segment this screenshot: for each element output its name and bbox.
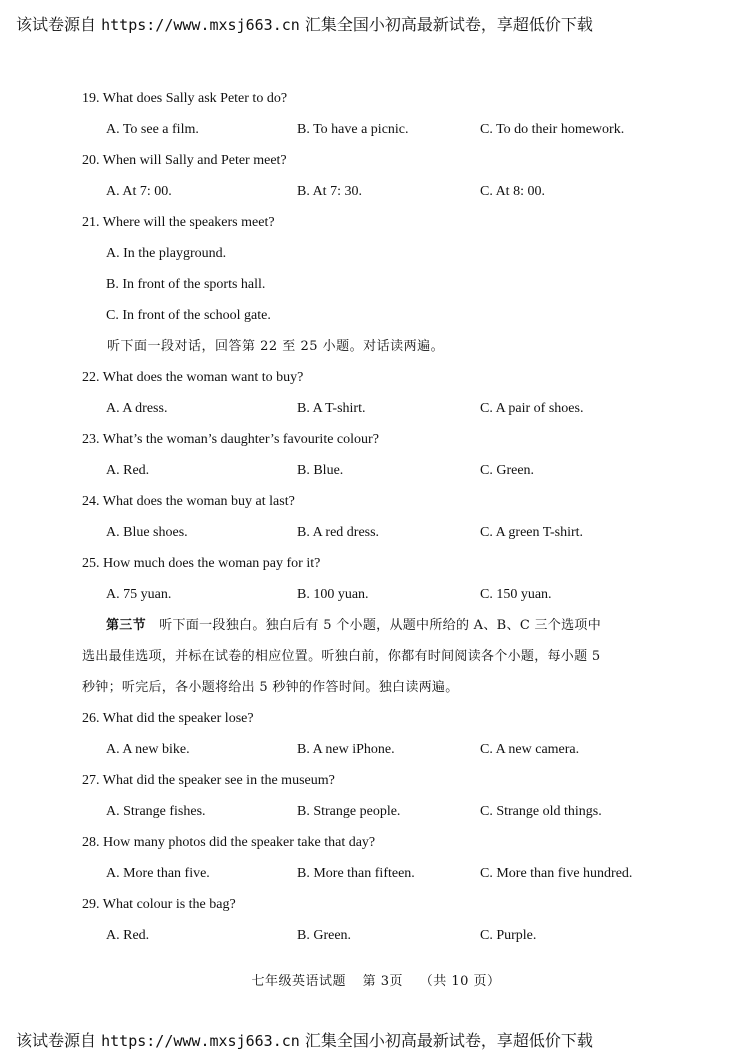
instruction-22-25: 听下面一段对话，回答第 22 至 25 小题。对话读两遍。 bbox=[107, 339, 445, 354]
q20-option-b: B. At 7: 30. bbox=[297, 184, 362, 199]
q21-option-c: C. In front of the school gate. bbox=[106, 308, 271, 323]
question-19: 19. What does Sally ask Peter to do? bbox=[82, 91, 288, 106]
q19-option-a: A. To see a film. bbox=[106, 122, 199, 137]
q26-option-c: C. A new camera. bbox=[480, 742, 580, 757]
footer-total-pages: （共 10 页） bbox=[419, 974, 501, 989]
question-29: 29. What colour is the bag? bbox=[82, 897, 236, 912]
question-22: 22. What does the woman want to buy? bbox=[82, 370, 304, 385]
q22-option-b: B. A T-shirt. bbox=[297, 401, 366, 416]
q24-option-b: B. A red dress. bbox=[297, 525, 380, 540]
question-23: 23. What’s the woman’s daughter’s favourite colour? bbox=[82, 432, 379, 447]
question-20: 20. When will Sally and Peter meet? bbox=[82, 153, 287, 168]
section-3-line-3: 秒钟；听完后，各小题将给出 5 秒钟的作答时间。独白读两遍。 bbox=[82, 680, 459, 695]
section-3-text-1: 听下面一段独白。独白后有 5 个小题，从题中所给的 A、B、C 三个选项中 bbox=[159, 618, 602, 633]
section-3-title: 第三节 bbox=[106, 618, 146, 633]
section-3-line-2: 选出最佳选项，并标在试卷的相应位置。听独白前，你都有时间阅读各个小题，每小题 5 bbox=[82, 649, 601, 664]
q28-option-b: B. More than fifteen. bbox=[297, 866, 415, 881]
q23-option-b: B. Blue. bbox=[297, 463, 344, 478]
q19-option-c: C. To do their homework. bbox=[480, 122, 625, 137]
q29-option-a: A. Red. bbox=[106, 928, 150, 943]
q23-option-c: C. Green. bbox=[480, 463, 535, 478]
q28-option-c: C. More than five hundred. bbox=[480, 866, 633, 881]
question-25: 25. How much does the woman pay for it? bbox=[82, 556, 321, 571]
footer-page-number: 第 3页 bbox=[362, 974, 404, 989]
banner-text: 该试卷源自 bbox=[16, 15, 97, 34]
q29-option-c: C. Purple. bbox=[480, 928, 537, 943]
banner-tail: 汇集全国小初高最新试卷，享超低价下载 bbox=[304, 15, 593, 34]
q22-option-c: C. A pair of shoes. bbox=[480, 401, 584, 416]
q20-option-c: C. At 8: 00. bbox=[480, 184, 545, 199]
question-27: 27. What did the speaker see in the museum? bbox=[82, 773, 335, 788]
q21-option-a: A. In the playground. bbox=[106, 246, 227, 261]
q25-option-a: A. 75 yuan. bbox=[106, 587, 172, 602]
banner-url-link-bottom[interactable]: https://www.mxsj663.cn bbox=[101, 1032, 300, 1050]
top-banner bbox=[16, 15, 593, 35]
q28-option-a: A. More than five. bbox=[106, 866, 210, 881]
question-24: 24. What does the woman buy at last? bbox=[82, 494, 295, 509]
q25-option-c: C. 150 yuan. bbox=[480, 587, 552, 602]
q24-option-c: C. A green T-shirt. bbox=[480, 525, 584, 540]
question-26: 26. What did the speaker lose? bbox=[82, 711, 254, 726]
q26-option-b: B. A new iPhone. bbox=[297, 742, 395, 757]
section-3-line-1 bbox=[106, 617, 601, 635]
question-21: 21. Where will the speakers meet? bbox=[82, 215, 275, 230]
footer-subject: 七年级英语试题 bbox=[251, 974, 346, 989]
q23-option-a: A. Red. bbox=[106, 463, 150, 478]
q21-option-b: B. In front of the sports hall. bbox=[106, 277, 266, 292]
banner-url-link[interactable]: https://www.mxsj663.cn bbox=[101, 16, 300, 34]
banner-text-bottom: 该试卷源自 bbox=[16, 1031, 97, 1050]
page-footer bbox=[0, 973, 752, 991]
q22-option-a: A. A dress. bbox=[106, 401, 168, 416]
q27-option-c: C. Strange old things. bbox=[480, 804, 602, 819]
banner-tail-bottom: 汇集全国小初高最新试卷，享超低价下载 bbox=[304, 1031, 593, 1050]
q20-option-a: A. At 7: 00. bbox=[106, 184, 172, 199]
q27-option-b: B. Strange people. bbox=[297, 804, 401, 819]
q26-option-a: A. A new bike. bbox=[106, 742, 190, 757]
q29-option-b: B. Green. bbox=[297, 928, 352, 943]
q27-option-a: A. Strange fishes. bbox=[106, 804, 206, 819]
q25-option-b: B. 100 yuan. bbox=[297, 587, 369, 602]
bottom-banner bbox=[16, 1031, 593, 1051]
q19-option-b: B. To have a picnic. bbox=[297, 122, 409, 137]
q24-option-a: A. Blue shoes. bbox=[106, 525, 188, 540]
question-28: 28. How many photos did the speaker take that day? bbox=[82, 835, 376, 850]
